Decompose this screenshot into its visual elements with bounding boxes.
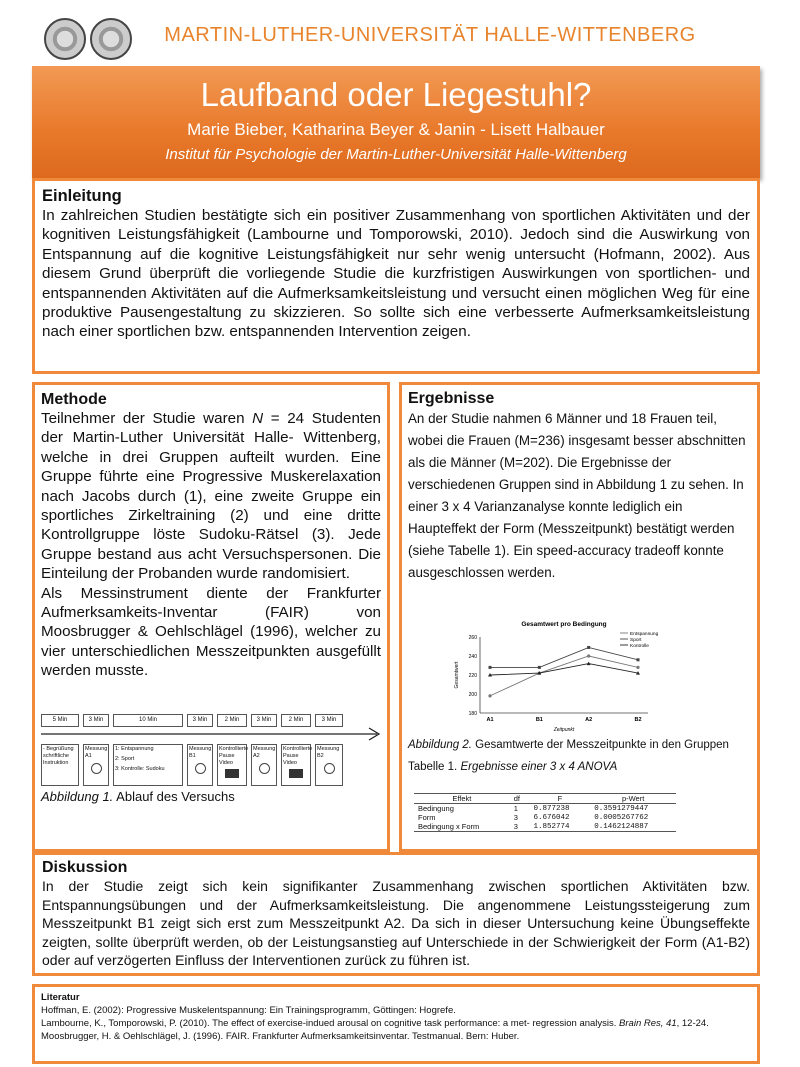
timeline-duration: 3 Min	[251, 714, 277, 727]
table-cell: 6.676042	[533, 813, 570, 822]
ergebnisse-text: An der Studie nahmen 6 Männer und 18 Frauen teil, wobei die Frauen (M=236) insgesamt besser abschnitten als die Männer (M=202). Die Ergebnisse der verschiedenen Gruppen sind in Abbildung 1 zu sehen. In einer 3 x 4 Varianzanalyse konnte lediglich ein Haupteffekt der Form (Messzeitpunkt) bestätigt werden (siehe Tabelle 1). Ein speed-accuracy tradeoff konnte ausgeschlossen werden.	[408, 411, 746, 580]
timeline-duration: 2 Min	[217, 714, 247, 727]
table-row	[414, 822, 676, 832]
methode-text-2: Als Messinstrument diente der Frankfurter Aufmerksamkeits-Inventar (FAIR) von Moosbrugger & Oehlschlägel (1996), welcher zu vier unterschiedlichen Messzeitpunkten ausgefüllt werden musste.	[41, 584, 381, 680]
timeline-duration: 3 Min	[83, 714, 109, 727]
x-tick-label: A1	[486, 717, 494, 723]
timeline-duration: 10 Min	[113, 714, 183, 727]
reference-2	[41, 1017, 751, 1030]
intervention-3: 3: Kontrolle: Sudoku	[115, 766, 165, 772]
table-header-cell: Effekt	[452, 794, 472, 803]
timeline-step-intro: - Begrüßung schriftliche Instruktion	[41, 744, 79, 786]
table-cell: 1	[513, 804, 518, 813]
anova-table	[414, 793, 676, 832]
timeline-step-a1	[83, 744, 109, 786]
chart-title: Gesamtwert pro Bedingung	[521, 621, 607, 628]
data-point	[587, 662, 591, 666]
timeline-step-a2-label: Messung A2	[253, 746, 276, 759]
timeline-step-a1-label: Messung A1	[85, 746, 108, 759]
ergebnisse-heading: Ergebnisse	[408, 390, 495, 407]
intervention-2: 2: Sport	[115, 756, 135, 762]
diskussion-heading: Diskussion	[42, 859, 128, 876]
timeline-arrow	[41, 726, 383, 746]
table-1-caption-text: Ergebnisse einer 3 x 4 ANOVA	[460, 761, 618, 773]
timeline-figure	[41, 714, 383, 792]
methode-text-1-post: = 24 Studenten der Martin-Luther Universität Halle- Wittenberg, welche in drei Gruppen aufteilt wurden. Eine Gruppe führte eine Progressive Muskerelaxation nach Jacobs durch (1), eine zweite Gruppe ein sportliches Zirkeltraining (2) und eine dritte Kontrollgruppe löste Sudoku-Rätsel (3). Jede Gruppe bestand aus acht Versuchspersonen. Die Einteilung der Probanden wurde randomisiert.	[41, 410, 381, 583]
table-cell: 0.877238	[533, 804, 570, 813]
legend-label: Entspannung	[630, 632, 659, 637]
legend-label: Sport	[630, 638, 642, 643]
table-header-row	[414, 794, 676, 804]
y-tick-label: 180	[468, 711, 477, 717]
timeline-step-a2	[251, 744, 277, 786]
figure-1-caption	[41, 789, 235, 804]
figure-2-caption-text: Gesamtwerte der Messzeitpunkte in den Gruppen	[471, 739, 729, 751]
table-cell: Bedingung	[418, 804, 454, 813]
methode-n-symbol: N	[252, 410, 264, 427]
timeline-step-pause-2	[281, 744, 311, 786]
methode-section	[32, 382, 390, 852]
results-line-chart	[448, 617, 688, 737]
video-camera-icon	[225, 769, 239, 778]
clock-icon	[91, 763, 102, 774]
y-axis-label: Gesamtwert	[454, 661, 460, 689]
einleitung-section	[32, 178, 760, 374]
table-cell: 1.852774	[533, 822, 570, 831]
table-cell: 0.3591279447	[594, 804, 649, 813]
timeline-step-pause-1-label: Kontrollierte Pause Video	[219, 746, 249, 766]
data-point	[636, 666, 639, 669]
x-tick-label: B1	[535, 717, 543, 723]
table-header-cell: df	[513, 794, 521, 803]
y-tick-label: 240	[468, 654, 477, 660]
timeline-duration: 3 Min	[187, 714, 213, 727]
poster-title: Laufband oder Liegestuhl?	[200, 76, 592, 113]
table-cell: Bedingung x Form	[418, 822, 480, 831]
table-cell: 0.0005267762	[594, 813, 649, 822]
data-point	[587, 646, 590, 649]
y-tick-label: 260	[468, 635, 477, 641]
figure-1-caption-text: Ablauf des Versuchs	[113, 789, 235, 804]
figure-1-caption-label: Abbildung 1.	[41, 789, 114, 804]
poster-authors: Marie Bieber, Katharina Beyer & Janin - Lisett Halbauer	[187, 120, 605, 139]
clock-icon	[195, 763, 206, 774]
timeline-step-b1-label: Messung B1	[189, 746, 212, 759]
series-line	[490, 664, 638, 675]
table-row	[414, 804, 676, 814]
timeline-duration: 3 Min	[315, 714, 343, 727]
timeline-step-b1	[187, 744, 213, 786]
timeline-step-b2	[315, 744, 343, 786]
x-tick-label: B2	[634, 717, 642, 723]
table-1-caption-label: Tabelle 1.	[408, 761, 461, 773]
data-point	[637, 658, 640, 661]
table-cell: 3	[513, 813, 518, 822]
university-seal-left	[44, 18, 86, 60]
table-cell: Form	[418, 813, 436, 822]
methode-text-1	[41, 409, 381, 584]
y-tick-label: 220	[468, 673, 477, 679]
legend-label: Kontrolle	[630, 644, 649, 649]
methode-text-1-pre: Teilnehmer der Studie waren	[41, 410, 253, 427]
figure-2-caption	[408, 739, 729, 751]
data-point	[489, 666, 492, 669]
methode-heading: Methode	[41, 391, 107, 408]
poster-institute: Institut für Psychologie der Martin-Luther-Universität Halle-Wittenberg	[165, 146, 627, 163]
reference-1: Hoffman, E. (2002): Progressive Muskelentspannung: Ein Trainingsprogramm, Göttingen: Hogrefe.	[41, 1005, 456, 1016]
reference-2-pages: , 12-24.	[676, 1018, 709, 1029]
einleitung-heading: Einleitung	[42, 187, 122, 205]
table-cell: 0.1462124887	[594, 822, 649, 831]
video-camera-icon	[289, 769, 303, 778]
reference-2-journal: Brain Res, 41	[619, 1018, 677, 1029]
series-line	[490, 656, 638, 696]
table-1-caption	[408, 761, 617, 773]
university-name: MARTIN-LUTHER-UNIVERSITÄT HALLE-WITTENBERG	[164, 24, 696, 46]
clock-icon	[259, 763, 270, 774]
title-banner	[32, 66, 760, 178]
reference-3: Moosbrugger, H. & Oehlschlägel, J. (1996). FAIR. Frankfurter Aufmerksamkeitsinventar. Testmanual. Bern: Huber.	[41, 1031, 520, 1042]
clock-icon	[324, 763, 335, 774]
einleitung-text: In zahlreichen Studien bestätigte sich ein positiver Zusammenhang von sportlichen Aktivitäten und der kognitiven Leistungsfähigkeit (Lambourne und Tomporowski, 2010). Jedoch sind die Auswirkung von Entspannung auf die kognitive Leistungsfähigkeit nur sehr wenig untersucht (Hofmann, 2002). Aus diesem Grund überprüft die vorliegende Studie die kurzfristigen Auswirkungen von sportlichen- und entspannenden Aktivitäten auf die Aufmerksamkeitsleistung und versucht einen möglichen Weg für eine produktive Pausengestaltung zu skizzieren. So sollte sich eine verbesserte Aufmerksamkeitsleistung nach einer sportlichen bzw. entspannenden Intervention zeigen.	[42, 207, 750, 341]
data-point	[587, 654, 590, 657]
timeline-step-intervention	[113, 744, 183, 786]
diskussion-section	[32, 852, 760, 976]
x-axis-label: Zeitpunkt	[553, 727, 575, 733]
x-tick-label: A2	[585, 717, 593, 723]
table-header-cell: p-Wert	[621, 794, 645, 803]
timeline-duration: 5 Min	[41, 714, 79, 727]
diskussion-text: In der Studie zeigt sich kein signifikanter Zusammenhang zwischen sportlichen Aktivitäten bzw. Entspannungsübungen und der Aufmerksamkeitsleistung. Die angenommene Leistungssteigerung zum Messzeitpunkt B1 zeigt sich erst zum Messzeitpunkt A2. Da sich in dieser Untersuchung keine Übungseffekte zeigten, sollte überprüft werden, ob der Leistungsanstieg auf Unterschiede in der Schwierigkeit der Form (A1-B2) oder auf verzögerten Einfluss der Interventionen zurück zu führen ist.	[42, 878, 750, 969]
y-tick-label: 200	[468, 692, 477, 698]
literatur-heading: Literatur	[41, 992, 80, 1003]
timeline-duration: 2 Min	[281, 714, 311, 727]
reference-2-text: Lambourne, K., Tomporowski, P. (2010). The effect of exercise-indued arousal on cognitive task performance: a met- regression analysis.	[41, 1018, 620, 1029]
timeline-step-b2-label: Messung B2	[317, 746, 340, 759]
intervention-1: 1: Entspannung	[115, 746, 154, 752]
data-point	[538, 666, 541, 669]
university-seal-right	[90, 18, 132, 60]
table-cell: 3	[513, 822, 518, 831]
figure-2-caption-label: Abbildung 2.	[408, 739, 472, 751]
table-row	[414, 813, 676, 822]
literatur-section	[32, 984, 760, 1064]
timeline-step-pause-2-label: Kontrollierte Pause Video	[283, 746, 313, 766]
timeline-step-pause-1	[217, 744, 247, 786]
data-point	[488, 694, 491, 697]
ergebnisse-section	[399, 382, 760, 852]
table-header-cell: F	[557, 794, 563, 803]
